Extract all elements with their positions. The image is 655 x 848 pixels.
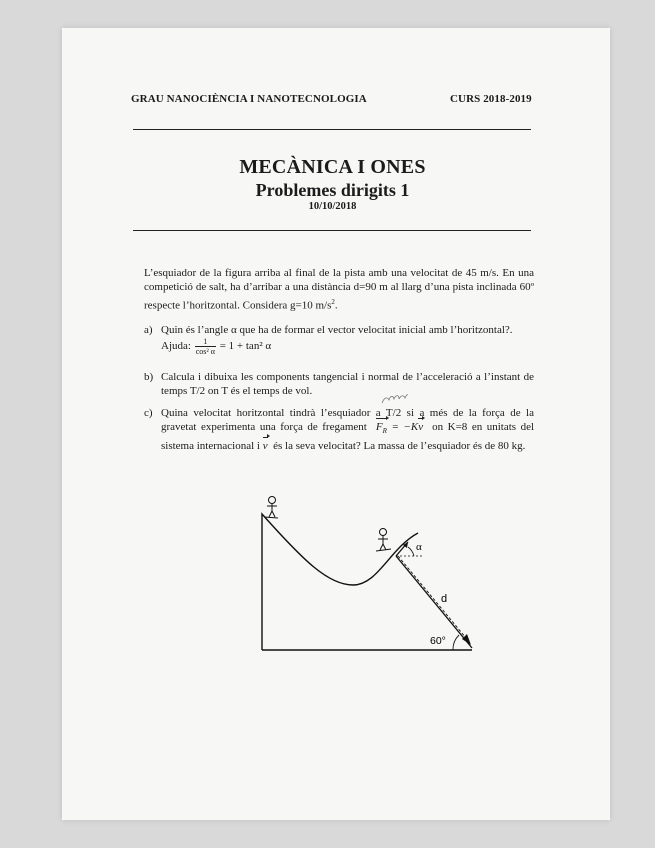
angle-arc [453,635,459,650]
header-program: GRAU NANOCIÈNCIA I NANOTECNOLOGIA [131,93,367,105]
friction-force-symbol: $F_R$ [376,420,387,438]
friction-equation: = −K [391,421,419,434]
distance-arrow [398,556,466,638]
question-b-label: b) [144,371,154,383]
question-b [144,370,534,399]
skier-launch-icon [376,529,391,552]
angle-label: 60° [430,635,446,647]
force-subscript: R [382,427,387,436]
question-b-text: Calcula i dibuixa les components tangencial i normal de l’acceleració a l’instant de temps T/2 on T és el temps de vol. [161,371,534,398]
page-title: MECÀNICA I ONES [239,156,426,178]
distance-label: d [441,593,448,605]
fraction-numerator: 1 [195,337,216,347]
question-a-text: Quin és l’angle α que ha de formar el vector velocitat inicial amb l’horitzontal?. [161,324,513,336]
units-exponent: 2 [331,297,335,306]
statement-end: . [334,299,338,312]
header-rule [133,129,531,130]
skier-top-icon [264,497,278,519]
ramp-outline [262,514,418,650]
page-subtitle: Problemes dirigits 1 [255,180,410,200]
title-rule [133,230,531,231]
question-c-text-2: on K=8 en unitats del sistema internacional i [161,421,535,452]
question-a [144,323,534,356]
velocity-symbol-2: v [262,439,268,452]
hint-equation: = 1 + tan² α [219,340,272,353]
page-date: 10/10/2018 [308,201,357,212]
question-c [144,406,534,453]
alpha-label: α [416,541,422,553]
fraction-denominator: cos² α [195,347,215,357]
problem-statement [144,266,534,313]
alpha-arc [408,547,414,556]
question-c-label: c) [144,407,153,419]
velocity-symbol: v [418,421,424,434]
problem-statement-text: L’esquiador de la figura arriba al final de la pista amb una velocitat de 45 m/s. En una competició de salt, ha d’arribar a una distància d=90 m al llarg d’una pista inclinada 60º respecte l’horitzontal. Considera g=10 m/s [144,267,534,312]
header-course-year: CURS 2018-2019 [450,93,532,105]
question-c-text-3: és la seva velocitat? La massa de l’esquiador és de 80 kg. [273,439,526,452]
hint-label: Ajuda: [161,340,191,353]
question-a-label: a) [144,324,153,336]
ski-jump-figure [248,490,488,660]
question-c-text-1: Quina velocitat horitzontal tindrà l’esquiador a T/2 si a més de la força de la gravetat experimenta una força de fregament [161,407,534,434]
distance-arrowhead [462,634,471,645]
handwritten-scribble-icon [380,392,410,406]
hint-fraction [195,337,216,356]
